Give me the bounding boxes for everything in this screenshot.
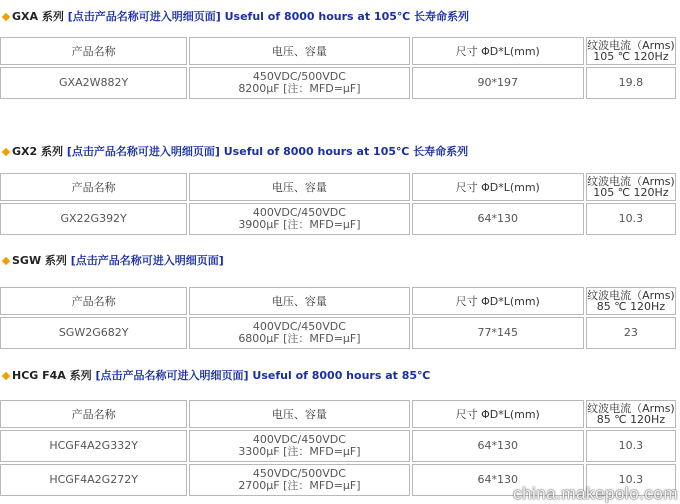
col-header-name: 产品名称	[0, 287, 187, 315]
diamond-bullet-icon	[2, 147, 10, 155]
series-life-text: Useful of 8000 hours at 85℃	[252, 369, 431, 382]
table-header-row	[0, 400, 676, 428]
series-name: HCG F4A 系列	[12, 369, 92, 382]
table-header-row	[0, 287, 676, 315]
size-cell: 77*145	[412, 317, 584, 349]
voltage-cap-cell: 450VDC/500VDC 8200μF [注：MFD=μF]	[189, 67, 409, 99]
series-life-text: Useful of 8000 hours at 105℃ 长寿命系列	[224, 10, 470, 23]
table-row	[0, 203, 676, 235]
size-cell: 64*130	[412, 430, 584, 462]
ripple-cell: 10.3	[586, 464, 676, 496]
series-name: GXA 系列	[12, 10, 64, 23]
col-header-ripple: 纹波电流（Arms) 105 ℃ 120Hz	[587, 39, 675, 63]
model-link[interactable]: GXA2W882Y	[0, 67, 187, 99]
table-row	[0, 317, 676, 349]
spec-table-sgw	[0, 285, 678, 351]
col-header-voltage: 电压、容量	[189, 37, 409, 65]
ripple-cell: 23	[586, 317, 676, 349]
col-header-voltage: 电压、容量	[189, 173, 409, 201]
table-header-row	[0, 37, 676, 65]
watermark-text: china.makepolo.com	[513, 484, 678, 503]
series-detail-link[interactable]: [点击产品名称可进入明细页面]	[66, 145, 220, 158]
col-header-name: 产品名称	[0, 173, 187, 201]
series-header-hcg-f4a	[0, 365, 680, 387]
series-detail-link[interactable]: [点击产品名称可进入明细页面]	[70, 254, 224, 267]
size-cell: 64*130	[412, 464, 584, 496]
model-link[interactable]: GX22G392Y	[0, 203, 187, 235]
size-cell: 90*197	[412, 67, 584, 99]
col-header-ripple: 纹波电流（Arms) 85 ℃ 120Hz	[587, 289, 675, 313]
series-detail-link[interactable]: [点击产品名称可进入明细页面]	[95, 369, 249, 382]
ripple-cell: 10.3	[586, 203, 676, 235]
voltage-cap-cell: 400VDC/450VDC 6800μF [注：MFD=μF]	[189, 317, 409, 349]
table-row	[0, 430, 676, 462]
spec-table-hcg-f4a	[0, 398, 678, 498]
model-link[interactable]: SGW2G682Y	[0, 317, 187, 349]
voltage-cap-cell: 400VDC/450VDC 3300μF [注：MFD=μF]	[189, 430, 409, 462]
series-header-sgw	[0, 250, 680, 272]
col-header-voltage: 电压、容量	[189, 287, 409, 315]
diamond-bullet-icon	[2, 256, 10, 264]
col-header-ripple: 纹波电流（Arms) 85 ℃ 120Hz	[587, 402, 675, 426]
ripple-cell: 10.3	[586, 430, 676, 462]
voltage-cap-cell: 400VDC/450VDC 3900μF [注：MFD=μF]	[189, 203, 409, 235]
col-header-voltage: 电压、容量	[189, 400, 409, 428]
size-cell: 64*130	[412, 203, 584, 235]
series-name: GX2 系列	[12, 145, 63, 158]
col-header-ripple: 纹波电流（Arms) 105 ℃ 120Hz	[587, 175, 675, 199]
col-header-size: 尺寸 ΦD*L(mm)	[412, 400, 584, 428]
series-header-gx2	[0, 141, 680, 163]
series-header-gxa	[0, 6, 680, 28]
col-header-size: 尺寸 ΦD*L(mm)	[412, 287, 584, 315]
col-header-name: 产品名称	[0, 37, 187, 65]
series-name: SGW 系列	[12, 254, 67, 267]
spec-table-gxa	[0, 35, 678, 101]
model-link[interactable]: HCGF4A2G332Y	[0, 430, 187, 462]
series-detail-link[interactable]: [点击产品名称可进入明细页面]	[67, 10, 221, 23]
voltage-cap-cell: 450VDC/500VDC 2700μF [注：MFD=μF]	[189, 464, 409, 496]
diamond-bullet-icon	[2, 12, 10, 20]
diamond-bullet-icon	[2, 371, 10, 379]
model-link[interactable]: HCGF4A2G272Y	[0, 464, 187, 496]
series-life-text: Useful of 8000 hours at 105℃ 长寿命系列	[223, 145, 469, 158]
col-header-size: 尺寸 ΦD*L(mm)	[412, 37, 584, 65]
table-header-row	[0, 173, 676, 201]
spec-table-gx2	[0, 171, 678, 237]
ripple-cell: 19.8	[586, 67, 676, 99]
col-header-size: 尺寸 ΦD*L(mm)	[412, 173, 584, 201]
table-row	[0, 67, 676, 99]
col-header-name: 产品名称	[0, 400, 187, 428]
